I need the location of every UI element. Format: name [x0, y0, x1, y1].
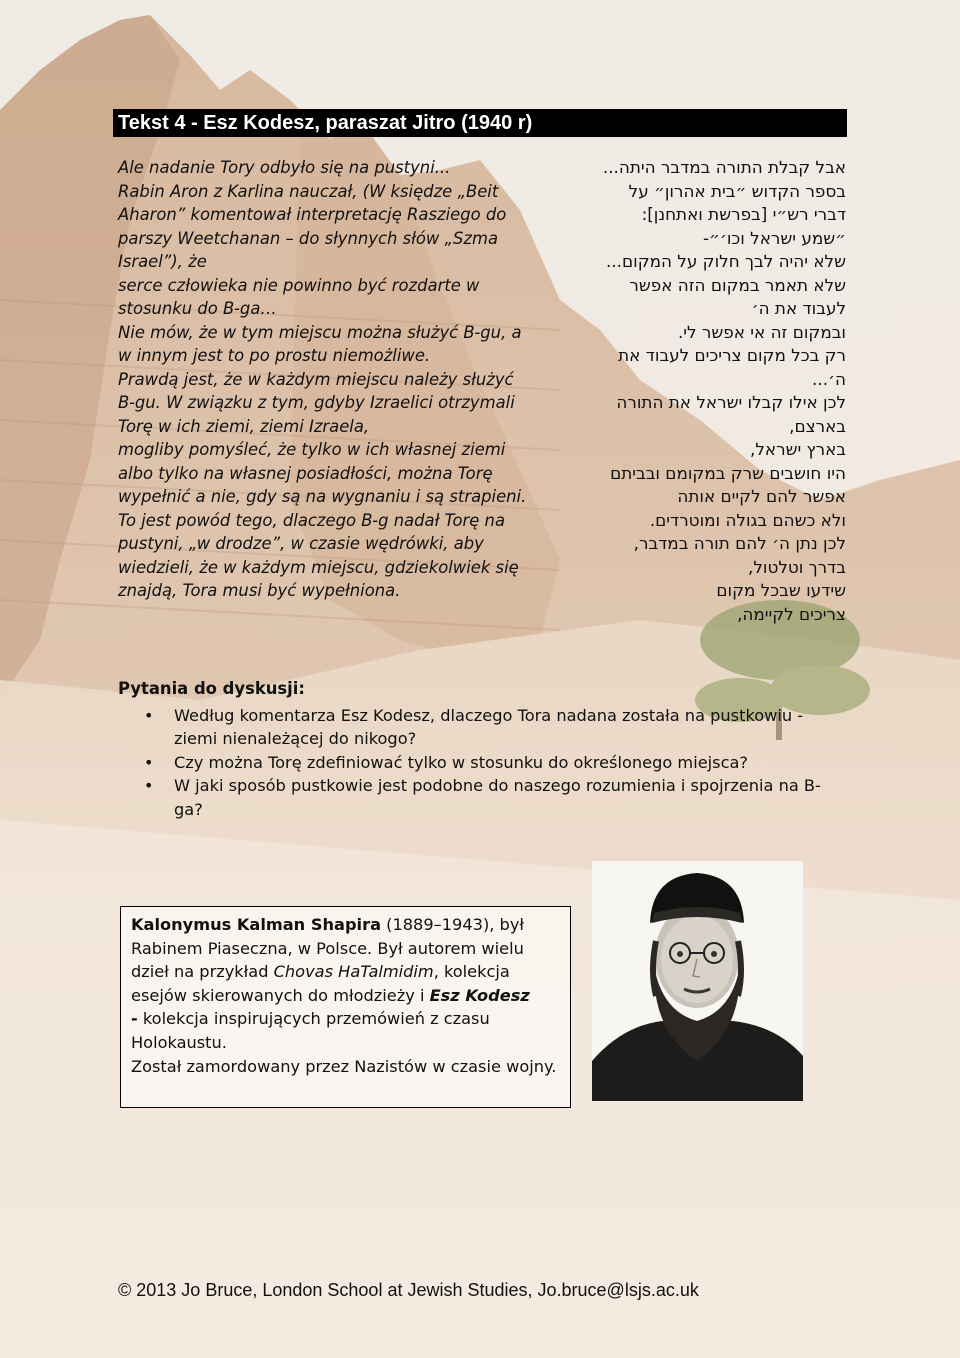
hebrew-text-block: [560, 156, 846, 626]
hebrew-line: לכן נתן ה׳ להם תורה במדבר,: [633, 533, 846, 553]
polish-line: Prawdą jest, że w każdym miejscu należy służyć: [118, 369, 514, 389]
polish-line: serce człowieka nie powinno być rozdarte w: [118, 275, 480, 295]
hebrew-line: ולא כשהם בגולה ומוטרדים.: [649, 509, 846, 530]
hebrew-line: לעבוד את ה׳: [751, 298, 846, 318]
polish-line: B-gu. W związku z tym, gdyby Izraelici otrzymali: [118, 393, 515, 412]
rabbi-portrait-image: [592, 861, 803, 1101]
polish-line: Aharon” komentował interpretację Rasziego do: [118, 205, 507, 224]
question-list: [118, 704, 848, 822]
page-title: Tekst 4 - Esz Kodesz, paraszat Jitro (1940 r): [113, 109, 847, 137]
question-text: W jaki sposób pustkowie jest podobne do naszego rozumienia i spojrzenia na B-ga?: [174, 776, 821, 819]
polish-line: wypełnić a nie, gdy są na wygnaniu i są strapieni.: [118, 487, 527, 506]
hebrew-line: היו חושבים שרק במקומם ובביתם: [610, 462, 846, 483]
polish-line: albo tylko na własnej posiadłości, można Torę: [118, 463, 493, 483]
bullet-icon: •: [144, 776, 154, 795]
bio-work-title: Chovas HaTalmidim: [273, 962, 434, 982]
hebrew-line: ה׳...: [812, 368, 846, 389]
hebrew-line: ובמקום זה אי אפשר לי.: [677, 321, 846, 342]
polish-line: Torę w ich ziemi, ziemi Izraela,: [118, 416, 370, 436]
discussion-heading: Pytania do dyskusji:: [118, 679, 305, 698]
hebrew-line: אבל קבלת התורה במדבר היתה...: [602, 157, 846, 177]
hebrew-line: שלא יהיה לבך חלוק על המקום...: [605, 251, 846, 271]
hebrew-line: בספר הקדוש ״בית אהרון״ על: [628, 180, 846, 201]
hebrew-line: ״שמע ישראל וכו׳״-: [702, 227, 846, 248]
polish-line: parszy Weetchanan – do słynnych słów „Szma: [118, 228, 498, 248]
bio-text: , kolekcja esejów skierowanych do młodzieży i: [131, 962, 510, 1005]
polish-text-block: [118, 156, 558, 603]
polish-line: pustyni, „w drodze”, w czasie wędrówki, aby: [118, 534, 484, 553]
hebrew-line: בדרך וטלטול,: [748, 556, 846, 577]
hebrew-line: שלא תאמר במקום הזה אפשר: [629, 274, 846, 295]
hebrew-line: אפשר להם לקיים אותה: [677, 486, 846, 506]
polish-line: w innym jest to po prostu niemożliwe.: [118, 346, 431, 365]
bio-paragraph: [131, 913, 560, 1055]
hebrew-line: לכן אילו קבלו ישראל את התורה: [616, 392, 846, 412]
bio-dash: -: [131, 1009, 138, 1029]
polish-line: wiedzieli, że w każdym miejscu, gdziekolwiek się: [118, 557, 519, 577]
polish-line: Nie mów, że w tym miejscu można służyć B-gu, a: [118, 322, 522, 342]
question-text: Czy można Torę zdefiniować tylko w stosunku do określonego miejsca?: [174, 752, 748, 772]
hebrew-line: בארצם,: [789, 415, 846, 436]
polish-line: stosunku do B-ga…: [118, 299, 277, 318]
polish-line: mogliby pomyśleć, że tylko w ich własnej ziemi: [118, 440, 506, 459]
polish-line: Israel”), że: [118, 252, 207, 271]
bio-name: Kalonymus Kalman Shapira: [131, 915, 381, 934]
hebrew-line: דברי רש״י [בפרשת ואתחנן]:: [641, 204, 846, 224]
question-item: [118, 704, 848, 751]
polish-line: Ale nadanie Tory odbyło się na pustyni...: [118, 158, 451, 177]
polish-line: znajdą, Tora musi być wypełniona.: [118, 581, 401, 600]
discussion-section: [118, 677, 848, 821]
hebrew-line: רק בכל מקום צריכים לעבוד את: [618, 345, 846, 365]
bullet-icon: •: [144, 752, 154, 772]
hebrew-line: שידעו שבכל מקום: [716, 580, 846, 600]
bio-text: (1889–1943), był Rabinem Piaseczna, w Polsce. Był autorem wielu dzieł na przykład: [131, 915, 525, 982]
question-item: [118, 774, 848, 821]
bio-text: kolekcja inspirujących przemówień z czasu Holokaustu.: [131, 1009, 490, 1052]
bio-box: [120, 906, 571, 1108]
bio-paragraph: Został zamordowany przez Nazistów w czasie wojny.: [131, 1056, 557, 1076]
hebrew-line: בארץ ישראל,: [750, 439, 846, 459]
footer-copyright: © 2013 Jo Bruce, London School at Jewish Studies, Jo.bruce@lsjs.ac.uk: [118, 1280, 699, 1300]
bio-work-title: Esz Kodesz: [429, 985, 530, 1005]
hebrew-line: צריכים לקיימה,: [737, 603, 846, 624]
polish-line: To jest powód tego, dlaczego B-g nadał Torę na: [118, 510, 505, 530]
question-item: [118, 751, 848, 775]
polish-line: Rabin Aron z Karlina nauczał, (W księdze „Beit: [118, 181, 499, 201]
question-text: Według komentarza Esz Kodesz, dlaczego Tora nadana została na pustkowiu - ziemi nienależącej do nikogo?: [174, 705, 804, 748]
bullet-icon: •: [144, 705, 154, 725]
